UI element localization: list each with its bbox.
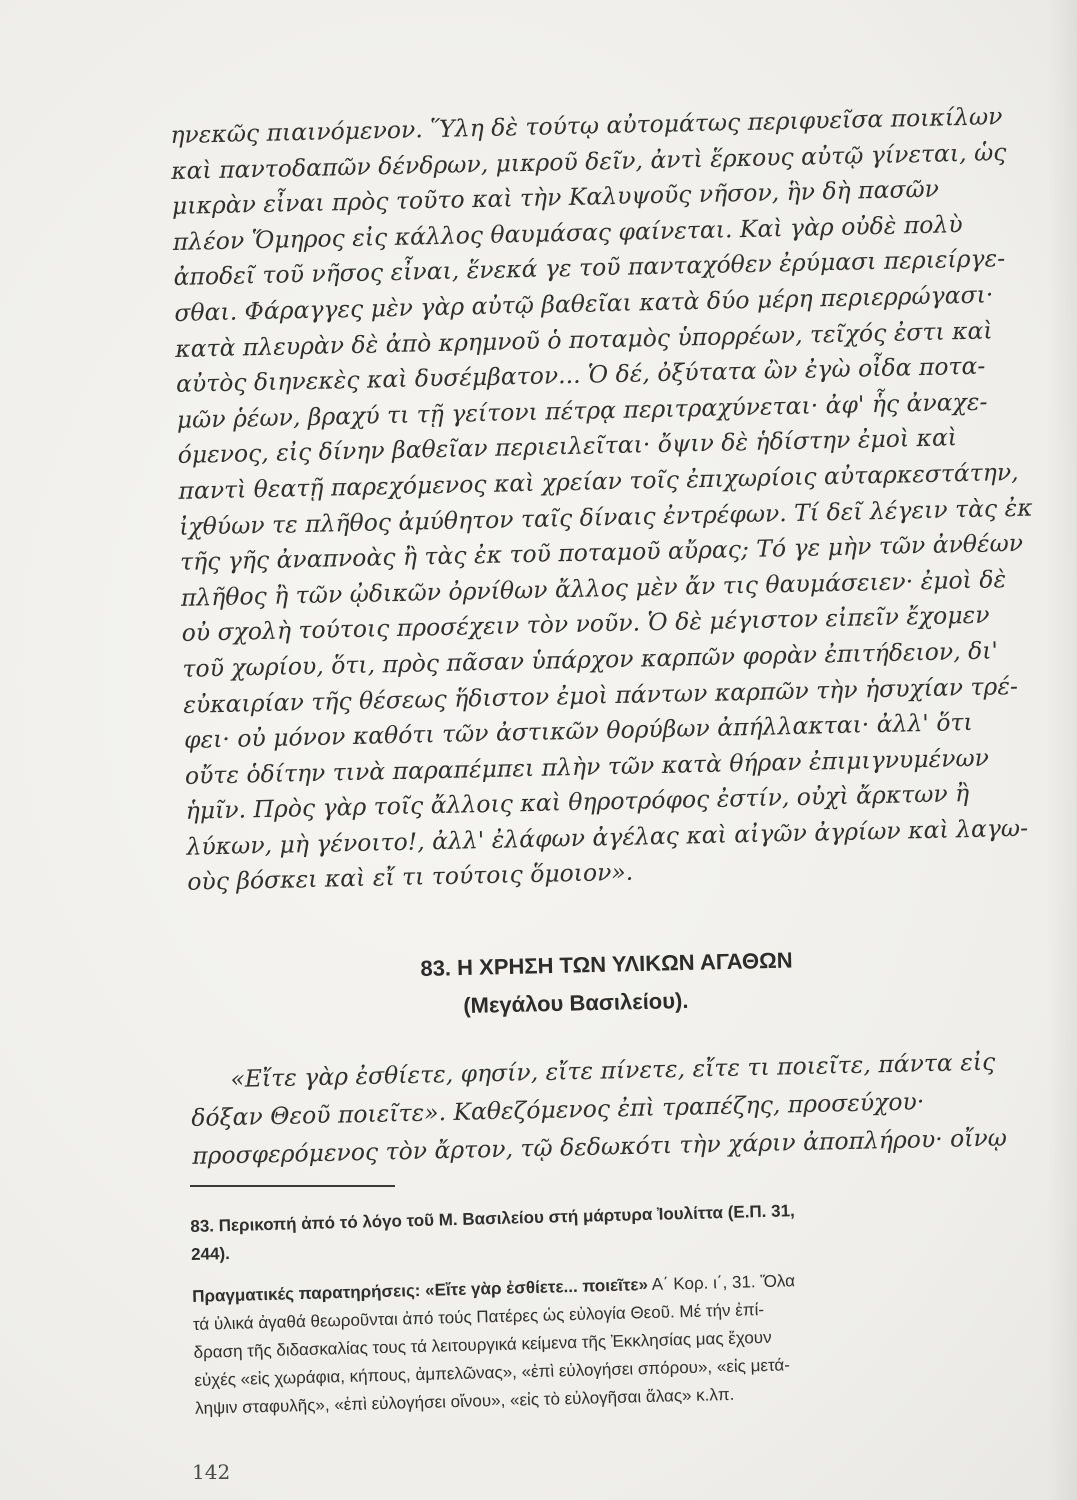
text-line: ηνεκῶς πιαινόμενον. Ὕλη δὲ τούτῳ αὐτομάτως περιφυεῖσα ποικίλων: [170, 102, 1003, 149]
text-line: πλέον Ὅμηρος εἰς κάλλος θαυμάσας φαίνεται. Καὶ γὰρ οὐδὲ πολὺ: [172, 209, 963, 256]
footnotes-block: [190, 1190, 1055, 1422]
text-line: πλῆθος ἢ τῶν ᾠδικῶν ὀρνίθων ἄλλος μὲν ἄν τις θαυμάσειεν· ἐμοὶ δὲ: [180, 564, 1007, 612]
section-title: 83. Η ΧΡΗΣΗ ΤΩΝ ΥΛΙΚΩΝ ΑΓΑΘΩΝ: [420, 947, 793, 981]
quote-text-block: [190, 1041, 1052, 1174]
footnote-83-text: 83. Περικοπή ἀπό τό λόγο τοῦ Μ. Βασιλείου στή μάρτυρα Ἰουλίττα (Ε.Π. 31,: [190, 1201, 795, 1236]
text-line: ἡμῖν. Πρὸς γὰρ τοῖς ἄλλοις καὶ θηροτρόφος ἐστίν, οὐχὶ ἄρκτων ἢ: [185, 779, 970, 826]
main-text-block: [170, 98, 1068, 901]
section-heading: [420, 938, 962, 1026]
section-subtitle: (Μεγάλου Βασιλείου).: [462, 987, 689, 1019]
footnote-rule: [190, 1185, 395, 1187]
text-line: φει· οὐ μόνον καθότι τῶν ἀστικῶν θορύβων ἀπήλλακται· ἀλλ' ὅτι: [183, 708, 973, 754]
text-line: σθαι. Φάραγγες μὲν γὰρ αὐτῷ βαθεῖαι κατὰ δύο μέρη περιερρώγασι·: [174, 280, 994, 327]
text-line: κατὰ πλευρὰν δὲ ἀπὸ κρημνοῦ ὁ ποταμὸς ὑπορρέων, τεῖχός ἐστι καὶ: [174, 315, 993, 363]
text-line: τῆς γῆς ἀναπνοὰς ἢ τὰς ἐκ τοῦ ποταμοῦ αὔρας; Τό γε μὴν τῶν ἀνθέων: [179, 528, 1024, 577]
observations-line: εὐχές «εἰς χωράφια, κήπους, ἀμπελῶνας», «ἐπὶ εὐλογήσει σπόρου», «εἰς μετά-: [194, 1355, 791, 1390]
text-line: ἀποδεῖ τοῦ νῆσος εἶναι, ἕνεκά γε τοῦ πανταχόθεν ἐρύμασι περιείργε-: [173, 244, 1006, 292]
observations-ref: Α΄ Κορ. ι΄, 31. Ὅλα: [647, 1271, 796, 1295]
text-line: ἰχθύων τε πλῆθος ἀμύθητον ταῖς δίναις ἐντρέφων. Τί δεῖ λέγειν τὰς ἐκ: [178, 493, 1033, 541]
text-line: μῶν ῥέων, βραχύ τι τῇ γείτονι πέτρᾳ περιτραχύνεται· ἀφ' ἧς ἀναχε-: [176, 387, 988, 434]
observations-line: ληψιν σταφυλῆς», «ἐπὶ εὐλογήσει οἴνου», «εἰς τὸ εὐλογῆσαι ἅλας» κ.λπ.: [194, 1384, 735, 1418]
text-line: εὐκαιρίαν τῆς θέσεως ἥδιστον ἐμοὶ πάντων καρπῶν τὴν ἡσυχίαν τρέ-: [182, 671, 1019, 719]
quote-line: προσφερόμενος τὸν ἄρτον, τῷ δεδωκότι τὴν χάριν ἀποπλήρου· οἴνῳ: [191, 1123, 1008, 1170]
observations-line: δραση τῆς διδασκαλίας τους τά λειτουργικά κείμενα τῆς Ἐκκλησίας μας ἔχουν: [193, 1327, 772, 1362]
footnote-83-ref: 244).: [190, 1243, 231, 1264]
quote-line: «Εἴτε γὰρ ἐσθίετε, φησίν, εἴτε πίνετε, εἴτε τι ποιεῖτε, πάντα εἰς: [230, 1047, 996, 1093]
text-line: παντὶ θεατῇ παρεχόμενος καὶ χρείαν τοῖς ἐπιχωρίοις αὐταρκεστάτην,: [178, 457, 1019, 505]
text-line: οὐ σχολὴ τούτοις προσέχειν τὸν νοῦν. Ὁ δὲ μέγιστον εἰπεῖν ἔχομεν: [181, 600, 990, 648]
quote-line: δόξαν Θεοῦ ποιεῖτε». Καθεζόμενος ἐπὶ τραπέζης, προσεύχου·: [190, 1087, 925, 1132]
text-line: καὶ παντοδαπῶν δένδρων, μικροῦ δεῖν, ἀντὶ ἕρκους αὐτῷ γίνεται, ὡς: [170, 137, 1007, 185]
text-line: λύκων, μὴ γένοιτο!, ἀλλ' ἐλάφων ἀγέλας καὶ αἰγῶν ἀγρίων καὶ λαγω-: [186, 813, 1029, 861]
observations-line: τά ὑλικά ἀγαθά θεωροῦνται ἀπό τούς Πατέρες ὡς εὐλογία Θεοῦ. Μέ τήν ἐπί-: [192, 1300, 765, 1334]
text-line: αὐτὸς διηνεκὲς καὶ δυσέμβατον... Ὁ δέ, ὀξύτατα ὢν ἐγὼ οἶδα ποτα-: [175, 351, 986, 399]
text-line: τοῦ χωρίου, ὅτι, πρὸς πᾶσαν ὑπάρχον καρπῶν φορὰν ἐπιτήδειον, δι': [182, 636, 999, 683]
text-line: οὺς βόσκει καὶ εἴ τι τούτοις ὅμοιον».: [187, 858, 634, 897]
text-line: όμενος, εἰς δίνην βαθεῖαν περιειλεῖται· ὄψιν δὲ ἡδίστην ἐμοὶ καὶ: [177, 423, 958, 470]
text-line: οὔτε ὁδίτην τινὰ παραπέμπει πλὴν τῶν κατὰ θήραν ἐπιμιγνυμένων: [184, 743, 990, 790]
page-number: 142: [192, 1460, 231, 1484]
observations-label: Πραγματικές παρατηρήσεις: «Εἴτε γὰρ ἐσθίετε... ποιεῖτε»: [191, 1275, 649, 1306]
text-line: μικρὰν εἶναι πρὸς τοῦτο καὶ τὴν Καλυψοῦς νῆσον, ἣν δὴ πασῶν: [171, 174, 940, 221]
